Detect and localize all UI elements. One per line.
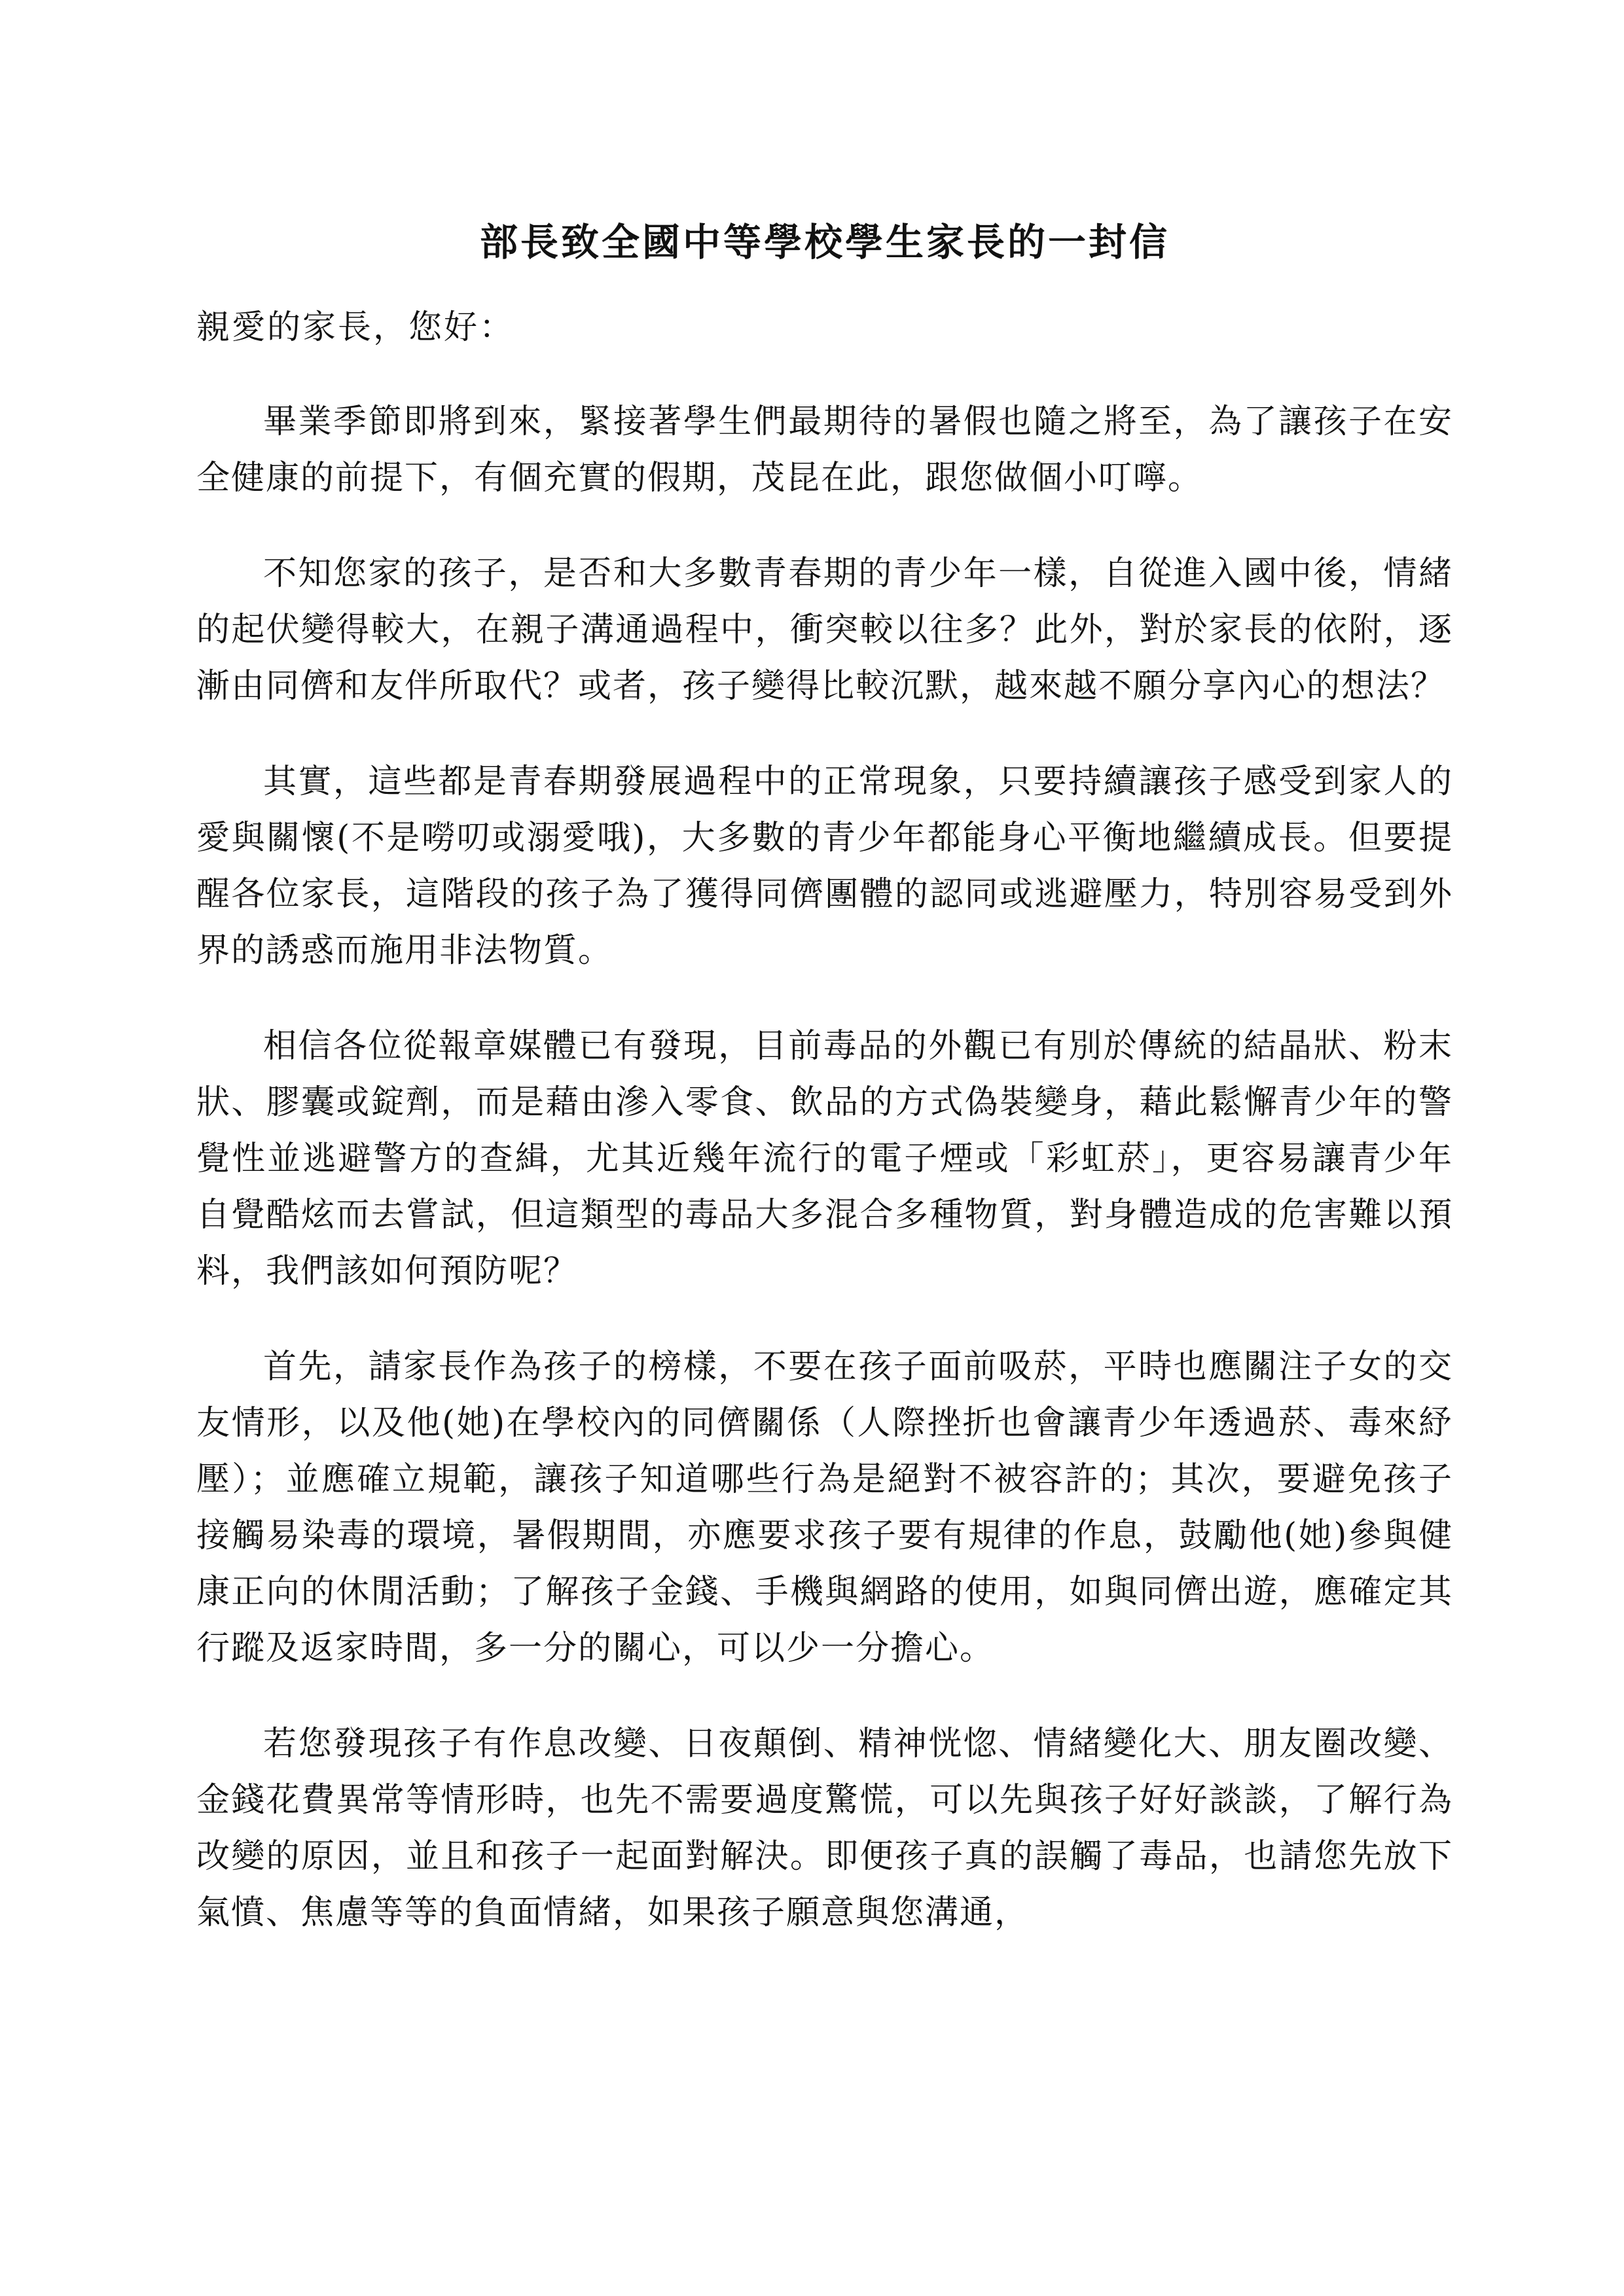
paragraph-6: 若您發現孩子有作息改變、日夜顛倒、精神恍惚、情緒變化大、朋友圈改變、金錢花費異常等情形時，也先不需要過度驚慌，可以先與孩子好好談談，了解行為改變的原因，並且和孩子一起面對解決。即便孩子真的誤觸了毒品，也請您先放下氣憤、焦慮等等的負面情緒，如果孩子願意與您溝通，: [196, 1725, 1453, 1932]
salutation: 親愛的家長，您好：: [196, 308, 515, 347]
letter-title: 部長致全國中等學校學生家長的一封信: [479, 220, 1170, 264]
paragraph-4: 相信各位從報章媒體已有發現，目前毒品的外觀已有別於傳統的結晶狀、粉末狀、膠囊或錠劑，而是藉由滲入零食、飲品的方式偽裝變身，藉此鬆懈青少年的警覺性並逃避警方的查緝，尤其近幾年流行的電子煙或「彩虹菸」，更容易讓青少年自覺酷炫而去嘗試，但這類型的毒品大多混合多種物質，對身體造成的危害難以預料，我們該如何預防呢？: [196, 1027, 1453, 1291]
paragraph-3: 其實，這些都是青春期發展過程中的正常現象，只要持續讓孩子感受到家人的愛與關懷(不是嘮叨或溺愛哦)，大多數的青少年都能身心平衡地繼續成長。但要提醒各位家長，這階段的孩子為了獲得同儕團體的認同或逃避壓力，特別容易受到外界的誘惑而施用非法物質。: [196, 762, 1453, 970]
paragraph-5: 首先，請家長作為孩子的榜樣，不要在孩子面前吸菸，平時也應關注子女的交友情形，以及他(她)在學校內的同儕關係（人際挫折也會讓青少年透過菸、毒來紓壓）；並應確立規範，讓孩子知道哪些行為是絕對不被容許的；其次，要避免孩子接觸易染毒的環境，暑假期間，亦應要求孩子要有規律的作息，鼓勵他(她)參與健康正向的休閒活動；了解孩子金錢、手機與網路的使用，如與同儕出遊，應確定其行蹤及返家時間，多一分的關心，可以少一分擔心。: [196, 1348, 1453, 1668]
paragraph-1: 畢業季節即將到來，緊接著學生們最期待的暑假也隨之將至，為了讓孩子在安全健康的前提下，有個充實的假期，茂昆在此，跟您做個小叮嚀。: [196, 403, 1453, 497]
paragraph-2: 不知您家的孩子，是否和大多數青春期的青少年一樣，自從進入國中後，情緒的起伏變得較大，在親子溝通過程中，衝突較以往多？此外，對於家長的依附，逐漸由同儕和友伴所取代？或者，孩子變得比較沉默，越來越不願分享內心的想法？: [196, 554, 1453, 706]
letter-page: [196, 216, 1453, 1981]
